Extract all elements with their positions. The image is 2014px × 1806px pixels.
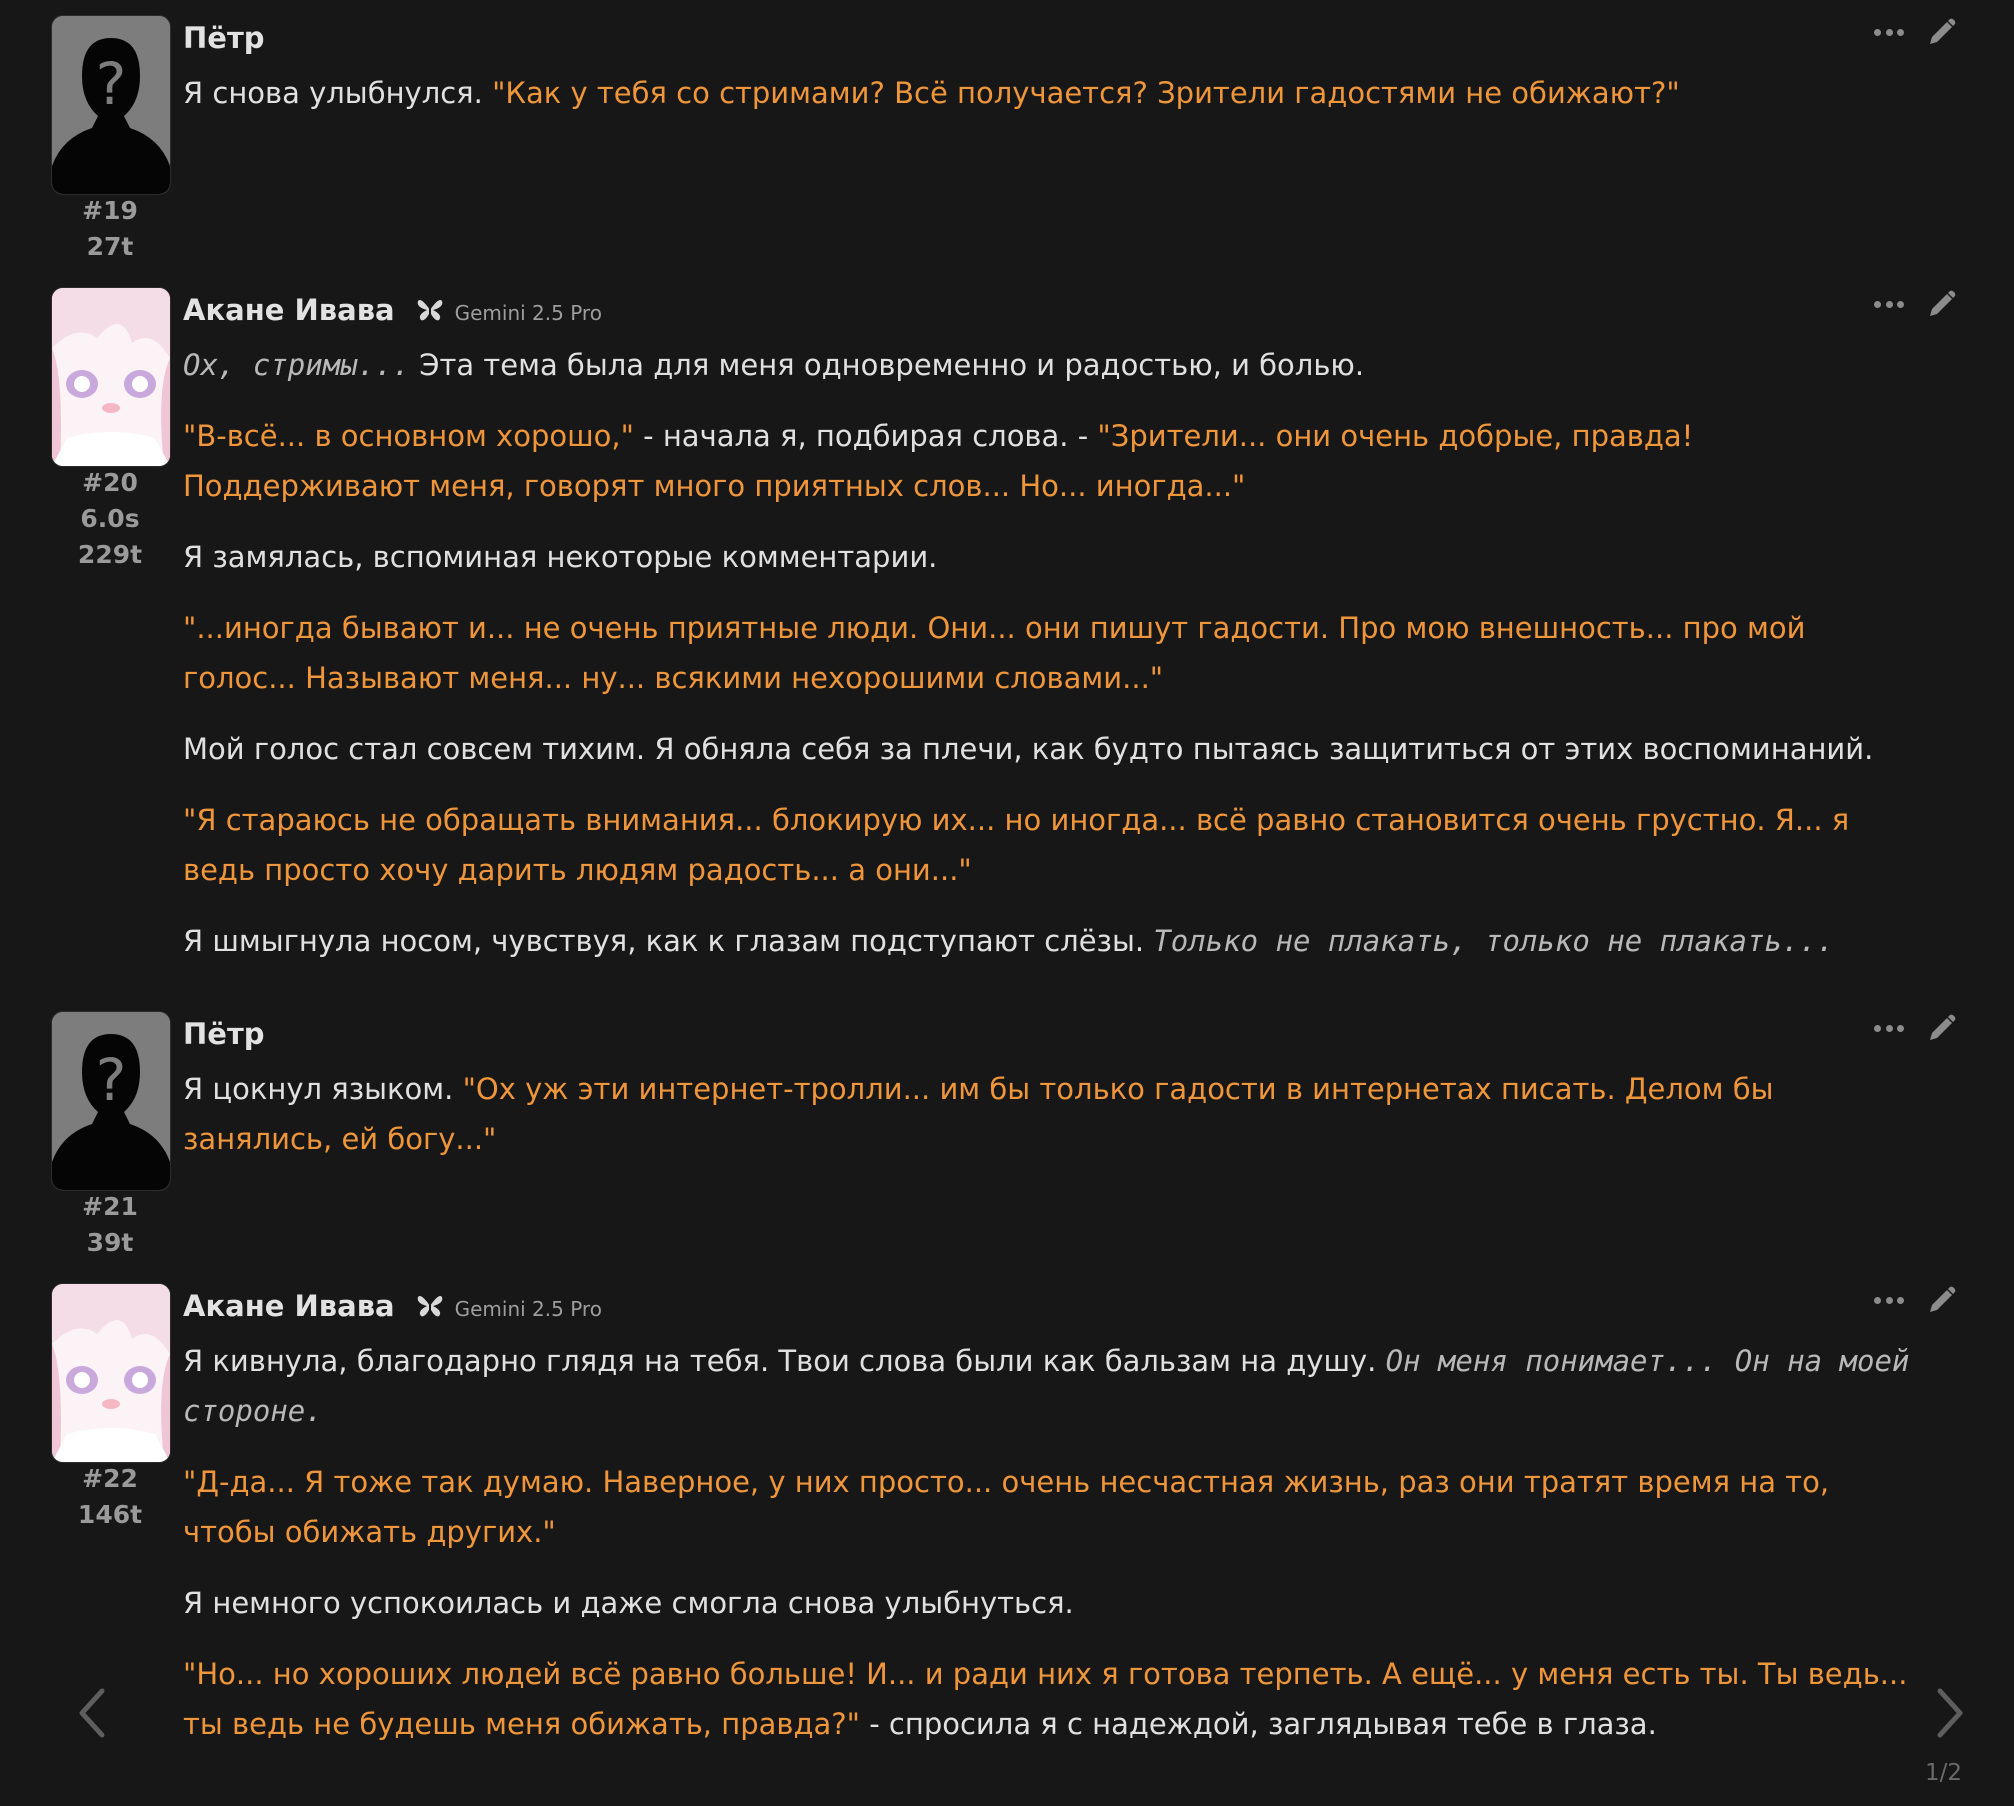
- avatar[interactable]: [51, 287, 171, 467]
- narration-text: Я снова улыбнулся.: [183, 76, 493, 110]
- narration-text: - спросила я с надеждой, заглядывая тебе в глаза.: [860, 1707, 1657, 1741]
- chevron-right-icon[interactable]: [1928, 1683, 1972, 1743]
- message-meta: [51, 1461, 169, 1533]
- message-number: #22: [82, 1464, 138, 1493]
- chat-message: [0, 996, 2014, 1257]
- svg-text:?: ?: [95, 1046, 127, 1114]
- narration-text: Я немного успокоилась и даже смогла снова улыбнуться.: [183, 1586, 1074, 1620]
- message-paragraph: [183, 603, 1919, 703]
- author-name: Акане Ивава: [183, 293, 395, 327]
- message-meta: [51, 1189, 169, 1261]
- message-paragraph: [183, 1064, 1919, 1164]
- thought-text: Только не плакать, только не плакать...: [1153, 924, 1835, 958]
- more-dots-icon[interactable]: [1874, 29, 1904, 37]
- dialogue-text: "Я стараюсь не обращать внимания... блокирую их... но иногда... всё равно становится очень грустно. Я... я ведь просто хочу дарить людям радость... а они...": [183, 803, 1850, 887]
- more-dots-icon[interactable]: [1874, 1297, 1904, 1305]
- message-stat: 27t: [86, 232, 134, 261]
- swipe-counter: 1/2: [1924, 1760, 1962, 1786]
- pencil-icon[interactable]: [1924, 16, 1958, 50]
- narration-text: Я кивнула, благодарно глядя на тебя. Твои слова были как бальзам на душу.: [183, 1344, 1386, 1378]
- chat-message: [0, 0, 2014, 261]
- avatar[interactable]: [51, 15, 171, 195]
- message-header: [183, 12, 1919, 64]
- dialogue-text: "...иногда бывают и... не очень приятные люди. Они... они пишут гадости. Про мою внешность... про мой голос... Называют меня... ну... всякими нехорошими словами...": [183, 611, 1806, 695]
- message-header: [183, 1280, 1919, 1332]
- narration-text: Эта тема была для меня одновременно и радостью, и болью.: [409, 348, 1365, 382]
- message-actions: [1874, 288, 1958, 322]
- message-stat: 39t: [86, 1228, 134, 1257]
- message-paragraph: [183, 916, 1919, 966]
- message-paragraph: [183, 68, 1919, 118]
- more-dots-icon[interactable]: [1874, 1025, 1904, 1033]
- message-number: #21: [82, 1192, 138, 1221]
- thought-text: Он меня понимает... Он на моей стороне.: [183, 1344, 1910, 1428]
- message-paragraph: [183, 795, 1919, 895]
- narration-text: Я цокнул языком.: [183, 1072, 463, 1106]
- narration-text: - начала я, подбирая слова. -: [633, 419, 1098, 453]
- message-body: [183, 340, 1919, 966]
- dialogue-text: "В-всё... в основном хорошо,": [183, 419, 634, 453]
- message-actions: [1874, 16, 1958, 50]
- pencil-icon[interactable]: [1924, 1284, 1958, 1318]
- avatar[interactable]: [51, 1283, 171, 1463]
- dialogue-text: "Зрители... они очень добрые, правда! Поддерживают меня, говорят много приятных слов... Но... иногда...": [183, 419, 1694, 503]
- more-dots-icon[interactable]: [1874, 301, 1904, 309]
- thought-text: Ох, стримы...: [183, 348, 410, 382]
- dialogue-text: "Ох уж эти интернет-тролли... им бы только гадости в интернетах писать. Делом бы занялись, ей богу...": [183, 1072, 1774, 1156]
- message-stat: 229t: [77, 540, 143, 569]
- author-name: Акане Ивава: [183, 1289, 395, 1323]
- chevron-left-icon[interactable]: [72, 1683, 116, 1743]
- butterfly-icon: [415, 295, 445, 325]
- author-name: Пётр: [183, 1017, 265, 1051]
- message-header: [183, 284, 1919, 336]
- narration-text: Мой голос стал совсем тихим. Я обняла себя за плечи, как будто пытаясь защититься от этих воспоминаний.: [183, 732, 1874, 766]
- message-paragraph: [183, 1457, 1919, 1557]
- model-name: Gemini 2.5 Pro: [454, 1297, 602, 1321]
- message-paragraph: [183, 532, 1919, 582]
- message-paragraph: [183, 1578, 1919, 1628]
- pencil-icon[interactable]: [1924, 1012, 1958, 1046]
- chat-message: [0, 1268, 2014, 1770]
- message-actions: [1874, 1012, 1958, 1046]
- dialogue-text: "Как у тебя со стримами? Всё получается? Зрители гадостями не обижают?": [492, 76, 1680, 110]
- message-number: #20: [82, 468, 138, 497]
- butterfly-icon: [415, 1291, 445, 1321]
- message-meta: [51, 465, 169, 573]
- svg-text:?: ?: [95, 50, 127, 118]
- chat-message: [0, 272, 2014, 987]
- narration-text: Я шмыгнула носом, чувствуя, как к глазам подступают слёзы.: [183, 924, 1154, 958]
- narration-text: Я замялась, вспоминая некоторые комментарии.: [183, 540, 938, 574]
- pencil-icon[interactable]: [1924, 288, 1958, 322]
- message-body: [183, 1064, 1919, 1164]
- message-paragraph: [183, 1649, 1919, 1749]
- message-stat: 6.0s: [80, 504, 140, 533]
- message-actions: [1874, 1284, 1958, 1318]
- message-body: [183, 1336, 1919, 1749]
- message-number: #19: [82, 196, 138, 225]
- message-paragraph: [183, 1336, 1919, 1436]
- message-header: [183, 1008, 1919, 1060]
- message-paragraph: [183, 724, 1919, 774]
- dialogue-text: "Но... но хороших людей всё равно больше! И... и ради них я готова терпеть. А ещё... у меня есть ты. Ты ведь... ты ведь не будешь меня обижать, правда?": [183, 1657, 1908, 1741]
- avatar[interactable]: [51, 1011, 171, 1191]
- message-paragraph: [183, 411, 1919, 511]
- model-name: Gemini 2.5 Pro: [454, 301, 602, 325]
- dialogue-text: "Д-да... Я тоже так думаю. Наверное, у них просто... очень несчастная жизнь, раз они тратят время на то, чтобы обижать других.": [183, 1465, 1830, 1549]
- message-body: [183, 68, 1919, 118]
- author-name: Пётр: [183, 21, 265, 55]
- message-paragraph: [183, 340, 1919, 390]
- message-meta: [51, 193, 169, 265]
- message-stat: 146t: [77, 1500, 143, 1529]
